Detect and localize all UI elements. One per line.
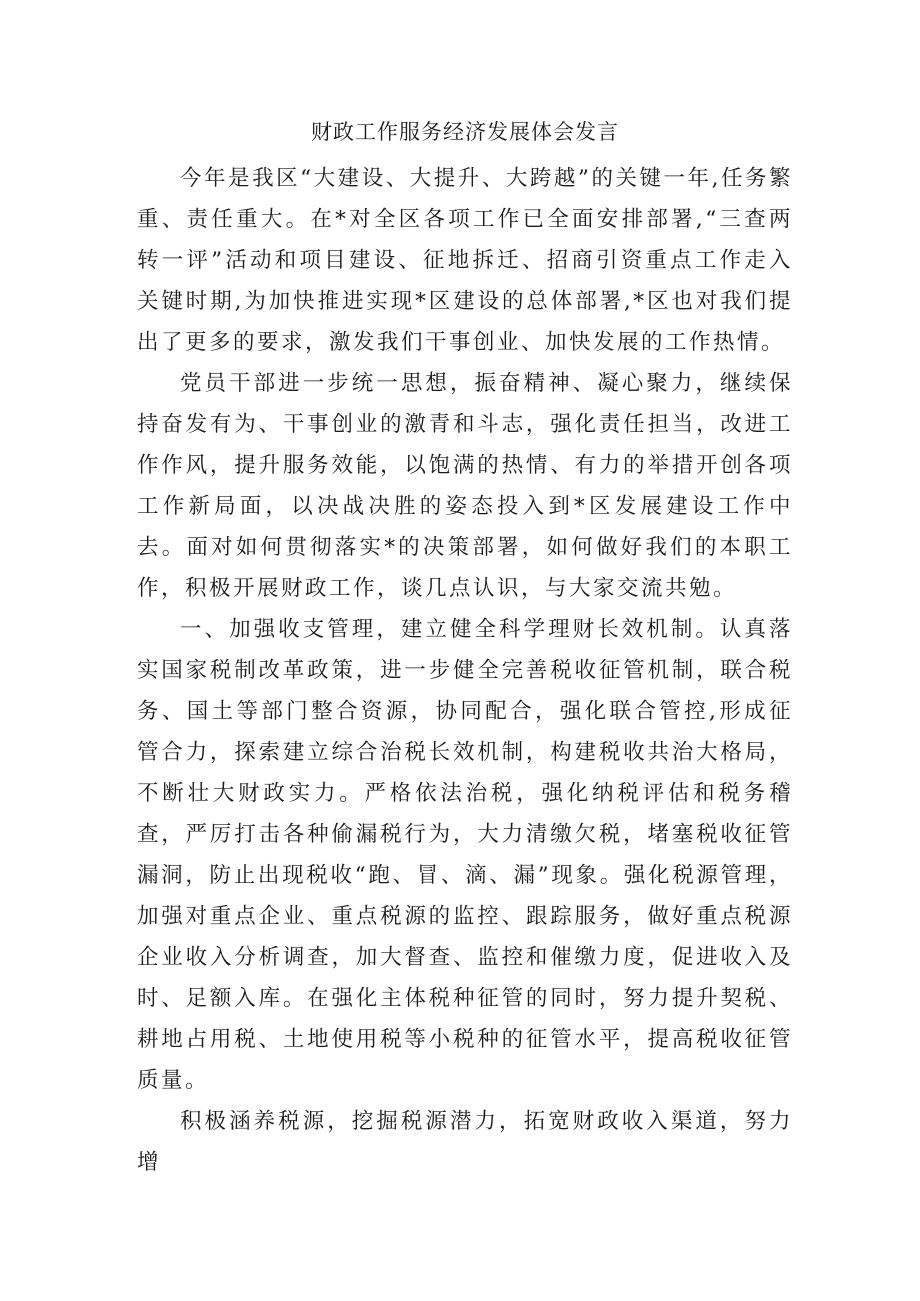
paragraph-3: 一、加强收支管理，建立健全科学理财长效机制。认真落实国家税制改革政策，进一步健全完善税收征管机制，联合税务、国土等部门整合资源，协同配合，强化联合管控,形成征管合力，探索建立综合治税长效机制，构建税收共治大格局，不断壮大财政实力。严格依法治税，强化纳税评估和税务稽查，严厉打击各种偷漏税行为，大力清缴欠税，堵塞税收征管漏洞，防止出现税收“跑、冒、滴、漏”现象。强化税源管理，加强对重点企业、重点税源的监控、跟踪服务，做好重点税源企业收入分析调查，加大督查、监控和催缴力度，促进收入及时、足额入库。在强化主体税种征管的同时，努力提升契税、耕地占用税、土地使用税等小税种的征管水平，提高税收征管质量。	[137, 617, 793, 1093]
document-page	[137, 112, 793, 1183]
document-title: 财政工作服务经济发展体会发言	[311, 120, 619, 144]
paragraph-1: 今年是我区“大建设、大提升、大跨越”的关键一年,任务繁重、责任重大。在*对全区各项工作已全面安排部署,“三查两转一评”活动和项目建设、征地拆迁、招商引资重点工作走入关键时期,为加快推进实现*区建设的总体部署,*区也对我们提出了更多的要求，激发我们干事创业、加快发展的工作热情。	[137, 166, 793, 355]
paragraph-4: 积极涵养税源，挖掘税源潜力，拓宽财政收入渠道，努力增	[137, 1109, 793, 1175]
paragraph-2: 党员干部进一步统一思想，振奋精神、凝心聚力，继续保持奋发有为、干事创业的激青和斗志，强化责任担当，改进工作作风，提升服务效能，以饱满的热情、有力的举措开创各项工作新局面，以决战决胜的姿态投入到*区发展建设工作中去。面对如何贯彻落实*的决策部署，如何做好我们的本职工作，积极开展财政工作，谈几点认识，与大家交流共勉。	[137, 371, 793, 601]
